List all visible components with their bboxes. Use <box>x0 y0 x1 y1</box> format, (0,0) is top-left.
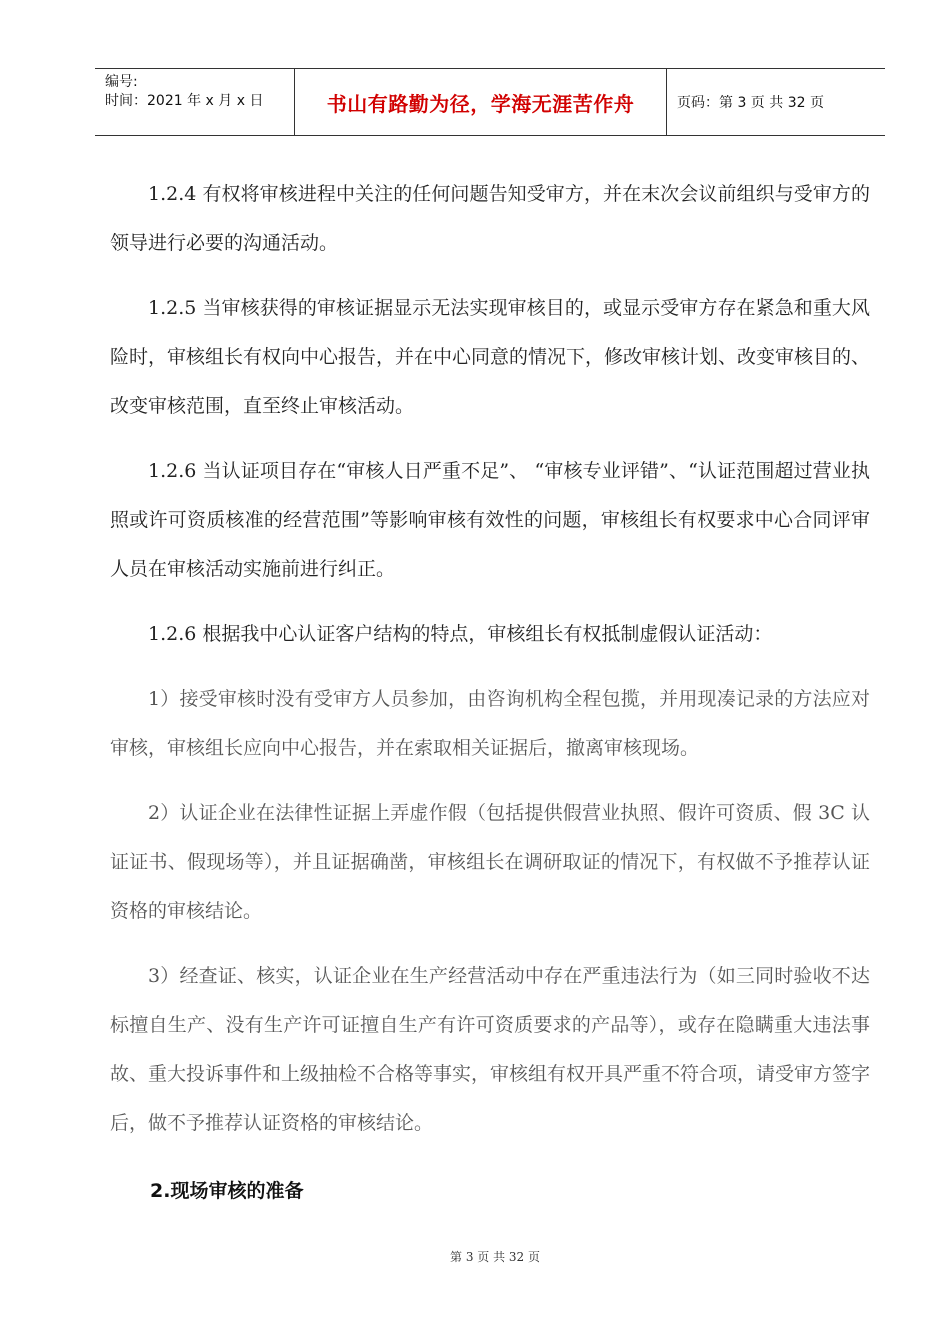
section-heading: 2.现场审核的准备 <box>150 1180 304 1202</box>
header-page-info: 页码：第 3 页 共 32 页 <box>677 95 824 111</box>
paragraph-1-2-6-b: 1.2.6 根据我中心认证客户结构的特点，审核组长有权抵制虚假认证活动： <box>148 623 773 645</box>
page-header <box>95 68 885 136</box>
list-item-1: 1）接受审核时没有受审方人员参加，由咨询机构全程包揽，并用现凑记录的方法应对审核，审核组长应向中心报告，并在索取相关证据后，撤离审核现场。 <box>110 688 870 759</box>
document-number-label: 编号: <box>105 74 138 90</box>
list-item-3: 3）经查证、核实，认证企业在生产经营活动中存在严重违法行为（如三同时验收不达标擅自生产、没有生产许可证擅自生产有许可资质要求的产品等），或存在隐瞒重大违法事故、重大投诉事件和上级抽检不合格等事实，审核组有权开具严重不符合项，请受审方签字后，做不予推荐认证资格的审核结论。 <box>110 965 871 1134</box>
paragraph-1-2-6-a: 1.2.6 当认证项目存在“审核人日严重不足”、 “审核专业评错”、“认证范围超过营业执照或许可资质核准的经营范围”等影响审核有效性的问题，审核组长有权要求中心合同评审人员在审核活动实施前进行纠正。 <box>110 460 870 580</box>
document-body <box>110 170 870 1164</box>
header-motto: 书山有路勤为径，学海无涯苦作舟 <box>295 69 667 135</box>
paragraph-1-2-4: 1.2.4 有权将审核进程中关注的任何问题告知受审方，并在末次会议前组织与受审方的领导进行必要的沟通活动。 <box>110 183 870 254</box>
list-item-2: 2）认证企业在法律性证据上弄虚作假（包括提供假营业执照、假许可资质、假 3C 认证证书、假现场等），并且证据确凿，审核组长在调研取证的情况下，有权做不予推荐认证资格的审核结论。 <box>110 802 870 922</box>
header-meta <box>95 69 295 135</box>
paragraph-1-2-5: 1.2.5 当审核获得的审核证据显示无法实现审核目的，或显示受审方存在紧急和重大风险时，审核组长有权向中心报告，并在中心同意的情况下，修改审核计划、改变审核目的、改变审核范围，直至终止审核活动。 <box>110 297 871 417</box>
document-time: 时间：2021 年 x 月 x 日 <box>105 93 264 109</box>
page-footer: 第 3 页 共 32 页 <box>450 1250 540 1264</box>
